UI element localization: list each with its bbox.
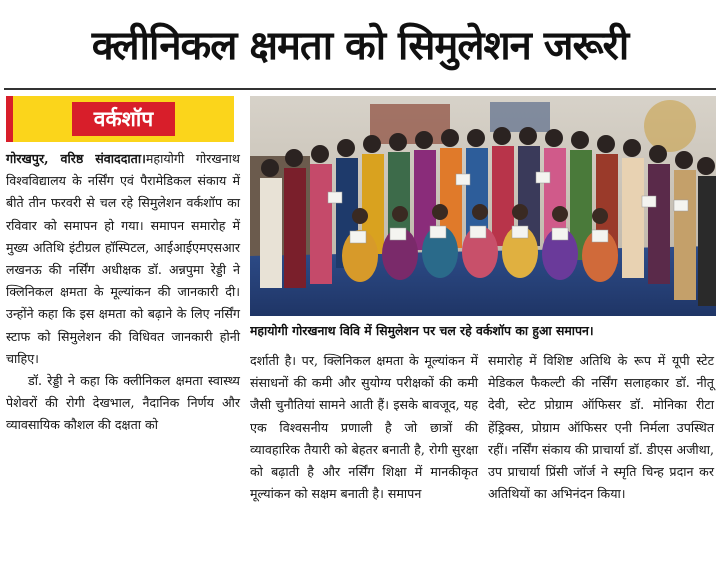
paragraph-text: समारोह में विशिष्ट अतिथि के रूप में यूपी स्टेट मेडिकल फैकल्टी की नर्सिंग सलाहकार डॉ. नीतू देवी, स्टेट प्रोग्राम ऑफिसर डॉ. मोनिका रीटा हेंड्रिक्स, प्रोग्राम ऑफिसर एनी निर्मला उपस्थित रहीं। नर्सिंग संकाय की प्राचार्या डॉ. डीएस अजीथा, उप प्राचार्या प्रिंसी जॉर्ज ने स्मृति चिन्ह प्रदान कर अतिथियों का अभिनंदन किया। [488,353,714,502]
headline: क्लीनिकल क्षमता को सिमुलेशन जरूरी [91,22,629,69]
group-photo [250,96,716,316]
group-photo-illustration [250,96,716,316]
article-paragraph [6,148,240,370]
section-label-box [6,96,234,142]
paragraph-text: दर्शाती है। पर, क्लिनिकल क्षमता के मूल्यांकन में संसाधनों की कमी और सुयोग्य परीक्षकों की कमी जैसी चुनौतियां सामने आती हैं। इसके बावजूद, यह एक विश्वसनीय प्रणाली है जो छात्रों की व्यावहारिक तैयारी को बेहतर बनाती है, रोगी सुरक्षा को बढ़ाती है और नर्सिंग शिक्षा में मानकीकृत मूल्यांकन को सक्षम बनाती है। समापन [250,353,478,502]
article-column-2 [250,350,478,505]
paragraph-text: महायोगी गोरखनाथ विश्वविद्यालय के नर्सिंग एवं पैरामेडिकल संकाय में बीते तीन फरवरी से चल रहे सिमुलेशन वर्कशॉप का रविवार को समापन हो गया। समापन समारोह में मुख्य अतिथि इंटीग्रल हॉस्पिटल, आईआईएमएसआर लखनऊ की नर्सिंग अधीक्षक डॉ. अन्नपुमा रेड्डी ने क्लिनिकल क्षमता के मूल्यांकन की जानकारी दी। उन्होंने कहा कि इस क्षमता को बढ़ाने के लिए नर्सिंग स्टाफ को सिमुलेशन की विधिवत जानकारी होनी चाहिए। [6,151,240,366]
headline-rule [4,88,716,90]
section-label: वर्कशॉप [72,102,175,136]
article-column-3 [488,350,714,505]
article-paragraph: डॉ. रेड्डी ने कहा कि क्लीनिकल क्षमता स्वास्थ्य पेशेवरों की रोगी देखभाल, नैदानिक निर्णय और व्यावसायिक कौशल की दक्षता को [6,373,240,433]
dateline: गोरखपुर, वरिष्ठ संवाददाता। [6,151,146,166]
article-column-1 [6,148,240,437]
photo-caption: महायोगी गोरखनाथ विवि में सिमुलेशन पर चल रहे वर्कशॉप का हुआ समापन। [250,323,594,338]
